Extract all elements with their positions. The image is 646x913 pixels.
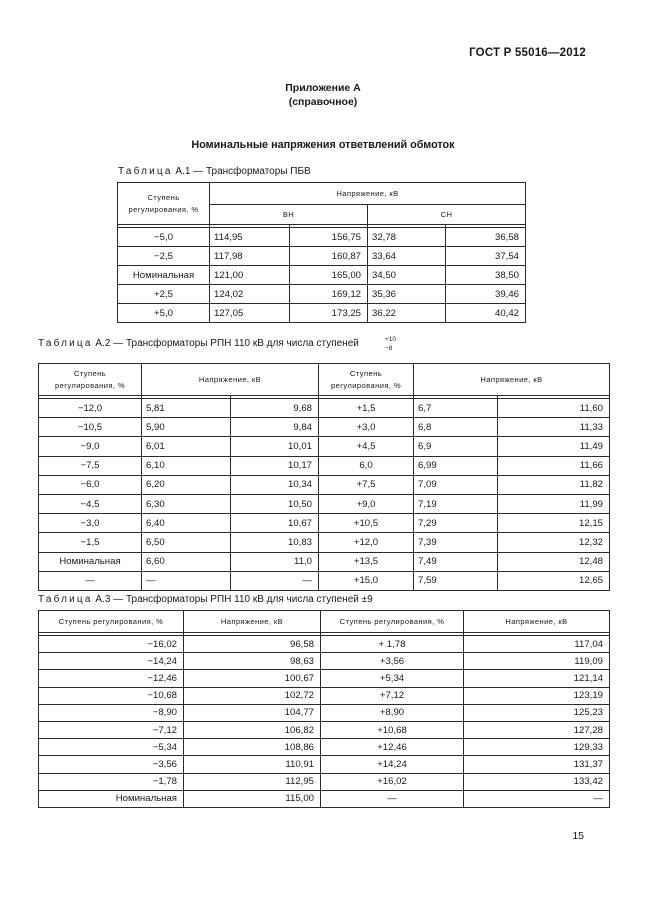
table-cell: 108,86 [184, 739, 321, 756]
table-cell: 173,25 [290, 304, 368, 323]
table-cell: −10,68 [39, 687, 184, 704]
table2-body [39, 399, 610, 591]
table-cell: 6,7 [414, 399, 498, 418]
table-cell: −12,46 [39, 670, 184, 687]
table-cell: −4,5 [39, 494, 142, 513]
table-cell: 6,50 [142, 533, 231, 552]
table-cell: + 1,78 [321, 636, 464, 653]
table-cell: 6,9 [414, 437, 498, 456]
table-cell: 12,32 [498, 533, 610, 552]
table-cell: −9,0 [39, 437, 142, 456]
table-cell: 6,8 [414, 418, 498, 437]
table3-header-voltage-2: Напряжение, кВ [464, 611, 610, 633]
table-cell: 106,82 [184, 721, 321, 738]
table2-caption [38, 338, 359, 349]
table-cell: 7,19 [414, 494, 498, 513]
table-a3 [38, 610, 610, 808]
table-cell: 34,50 [368, 266, 446, 285]
table-cell: Номинальная [118, 266, 210, 285]
table-cell: −5,34 [39, 739, 184, 756]
table-cell: 6,60 [142, 552, 231, 571]
table-cell: +10,68 [321, 721, 464, 738]
table3-body [39, 636, 610, 808]
table-cell: 10,17 [231, 456, 319, 475]
table-cell: 125,23 [464, 704, 610, 721]
table-cell: 11,0 [231, 552, 319, 571]
table-cell: — [321, 790, 464, 807]
section-title: Номинальные напряжения ответвлений обмоток [191, 139, 455, 151]
table-row [39, 790, 610, 807]
table-cell: 160,87 [290, 247, 368, 266]
table-cell: 33,64 [368, 247, 446, 266]
table-row [39, 437, 610, 456]
table-cell: 6,10 [142, 456, 231, 475]
table-cell: 39,46 [446, 285, 526, 304]
table-cell: 11,33 [498, 418, 610, 437]
table-cell: 110,91 [184, 756, 321, 773]
table-cell: 133,42 [464, 773, 610, 790]
table-cell: 121,00 [210, 266, 290, 285]
table-cell: +15,0 [319, 571, 414, 590]
table-cell: 10,83 [231, 533, 319, 552]
table-row [39, 514, 610, 533]
table-cell: −12,0 [39, 399, 142, 418]
table-cell: 10,01 [231, 437, 319, 456]
table-cell: +5,34 [321, 670, 464, 687]
table2-caption-word: Таблица [38, 338, 93, 349]
table-row [39, 636, 610, 653]
table-cell: 11,82 [498, 475, 610, 494]
table-cell: +8,90 [321, 704, 464, 721]
table1-body [118, 228, 526, 323]
table-cell: 7,39 [414, 533, 498, 552]
table1-caption-text: А.1 — Трансформаторы ПБВ [175, 166, 311, 177]
table-cell: 100,67 [184, 670, 321, 687]
table2-steps-range [385, 335, 396, 353]
table2-steps-sup: +10 [385, 336, 397, 343]
table-cell: 102,72 [184, 687, 321, 704]
table-cell: 7,29 [414, 514, 498, 533]
table-cell: 117,04 [464, 636, 610, 653]
page-number: 15 [572, 830, 584, 842]
table-cell: −16,02 [39, 636, 184, 653]
table-cell: −14,24 [39, 653, 184, 670]
table-cell: +9,0 [319, 494, 414, 513]
table-cell: 12,65 [498, 571, 610, 590]
table3-header-voltage-1: Напряжение, кВ [184, 611, 321, 633]
table-row [39, 456, 610, 475]
table-cell: 5,81 [142, 399, 231, 418]
table-cell: 11,66 [498, 456, 610, 475]
table-cell: +12,0 [319, 533, 414, 552]
table3-header-step-1: Ступень регулирования, % [39, 611, 184, 633]
table-cell: −1,78 [39, 773, 184, 790]
table3-header-step-2: Ступень регулирования, % [321, 611, 464, 633]
table-row [39, 533, 610, 552]
table-cell: +13,5 [319, 552, 414, 571]
table-cell: 124,02 [210, 285, 290, 304]
table-cell: Номинальная [39, 552, 142, 571]
table-row [39, 494, 610, 513]
table1-header-vn: ВН [210, 205, 368, 225]
table-row [118, 266, 526, 285]
table-row [118, 304, 526, 323]
table-cell: −8,90 [39, 704, 184, 721]
table-row [39, 670, 610, 687]
table-row [118, 228, 526, 247]
table-cell: 7,59 [414, 571, 498, 590]
table-cell: — [231, 571, 319, 590]
table-cell: 10,34 [231, 475, 319, 494]
table-cell: 6,40 [142, 514, 231, 533]
table-cell: 129,33 [464, 739, 610, 756]
table2-header-step-2: Ступень регулирования, % [319, 364, 414, 396]
appendix-title: Приложение А [285, 82, 361, 94]
table-cell: −6,0 [39, 475, 142, 494]
table-row [118, 285, 526, 304]
table-cell: 112,95 [184, 773, 321, 790]
table-cell: 165,00 [290, 266, 368, 285]
table3-caption-word: Таблица [38, 594, 93, 605]
table-row [39, 687, 610, 704]
table-row [39, 739, 610, 756]
table-cell: −3,56 [39, 756, 184, 773]
table1-header-step: Ступень регулирования, % [118, 183, 210, 225]
table-cell: 114,95 [210, 228, 290, 247]
table-cell: −3,0 [39, 514, 142, 533]
table-cell: +5,0 [118, 304, 210, 323]
table2-steps-sub: −8 [385, 345, 393, 352]
table-cell: +16,02 [321, 773, 464, 790]
table-cell: +2,5 [118, 285, 210, 304]
table-cell: 9,68 [231, 399, 319, 418]
table-cell: 7,49 [414, 552, 498, 571]
table-cell: 117,98 [210, 247, 290, 266]
table3-caption [38, 594, 373, 605]
table-cell: 121,14 [464, 670, 610, 687]
table-cell: +4,5 [319, 437, 414, 456]
table-cell: 96,58 [184, 636, 321, 653]
table-row [39, 704, 610, 721]
table-cell: 11,99 [498, 494, 610, 513]
table-cell: 115,00 [184, 790, 321, 807]
appendix-subtitle: (справочное) [288, 96, 358, 108]
table-cell: 156,75 [290, 228, 368, 247]
table1-caption-word: Таблица [118, 166, 173, 177]
table-cell: 123,19 [464, 687, 610, 704]
table-cell: 7,09 [414, 475, 498, 494]
table-cell: 127,28 [464, 721, 610, 738]
table-cell: +7,12 [321, 687, 464, 704]
table-cell: 10,50 [231, 494, 319, 513]
table-cell: 6,30 [142, 494, 231, 513]
table-cell: −1,5 [39, 533, 142, 552]
table-cell: 131,37 [464, 756, 610, 773]
table-cell: 40,42 [446, 304, 526, 323]
table-row [39, 721, 610, 738]
table-row [39, 756, 610, 773]
table-cell: 12,15 [498, 514, 610, 533]
table-cell: +14,24 [321, 756, 464, 773]
table-cell: 12,48 [498, 552, 610, 571]
table-cell: −2,5 [118, 247, 210, 266]
table-cell: 104,77 [184, 704, 321, 721]
table-cell: −5,0 [118, 228, 210, 247]
table-cell: +12,46 [321, 739, 464, 756]
table-cell: 32,78 [368, 228, 446, 247]
table-a2 [38, 363, 610, 591]
table-a1 [117, 182, 526, 323]
table-cell: 9,84 [231, 418, 319, 437]
table1-header-sn: СН [368, 205, 526, 225]
table-cell: 6,01 [142, 437, 231, 456]
table-cell: — [142, 571, 231, 590]
table2-header-step-1: Ступень регулирования, % [39, 364, 142, 396]
table-cell: +1,5 [319, 399, 414, 418]
table-cell: Номинальная [39, 790, 184, 807]
table1-header-voltage: Напряжение, кВ [210, 183, 526, 205]
table-row [39, 653, 610, 670]
table-row [39, 418, 610, 437]
table2-caption-text: А.2 — Трансформаторы РПН 110 кВ для числа ступеней [95, 338, 359, 349]
table-cell: 119,09 [464, 653, 610, 670]
table-cell: 38,50 [446, 266, 526, 285]
table-cell: 6,99 [414, 456, 498, 475]
table-row [39, 552, 610, 571]
table-cell: −7,12 [39, 721, 184, 738]
table-cell: +3,56 [321, 653, 464, 670]
table-cell: — [39, 571, 142, 590]
table-cell: 169,12 [290, 285, 368, 304]
table-cell: 5,90 [142, 418, 231, 437]
table-cell: +7,5 [319, 475, 414, 494]
table-row [118, 247, 526, 266]
standard-number: ГОСТ Р 55016—2012 [469, 47, 586, 59]
table-cell: 98,63 [184, 653, 321, 670]
table-row [39, 773, 610, 790]
table-cell: −7,5 [39, 456, 142, 475]
table-row [39, 571, 610, 590]
table3-caption-text: А.3 — Трансформаторы РПН 110 кВ для числа ступеней ±9 [95, 594, 373, 605]
table-cell: 36,58 [446, 228, 526, 247]
table-cell: 127,05 [210, 304, 290, 323]
table-cell: — [464, 790, 610, 807]
table-cell: 11,60 [498, 399, 610, 418]
table-cell: 6,20 [142, 475, 231, 494]
table-cell: 36,22 [368, 304, 446, 323]
table2-header-voltage-2: Напряжение, кВ [414, 364, 610, 396]
table-row [39, 399, 610, 418]
table-cell: −10,5 [39, 418, 142, 437]
table-cell: +10,5 [319, 514, 414, 533]
table-cell: 10,67 [231, 514, 319, 533]
table-cell: +3,0 [319, 418, 414, 437]
table-cell: 6,0 [319, 456, 414, 475]
table-cell: 11,49 [498, 437, 610, 456]
table-cell: 35,36 [368, 285, 446, 304]
table-row [39, 475, 610, 494]
table-cell: 37,54 [446, 247, 526, 266]
table2-header-voltage-1: Напряжение, кВ [142, 364, 319, 396]
table1-caption [118, 166, 311, 177]
